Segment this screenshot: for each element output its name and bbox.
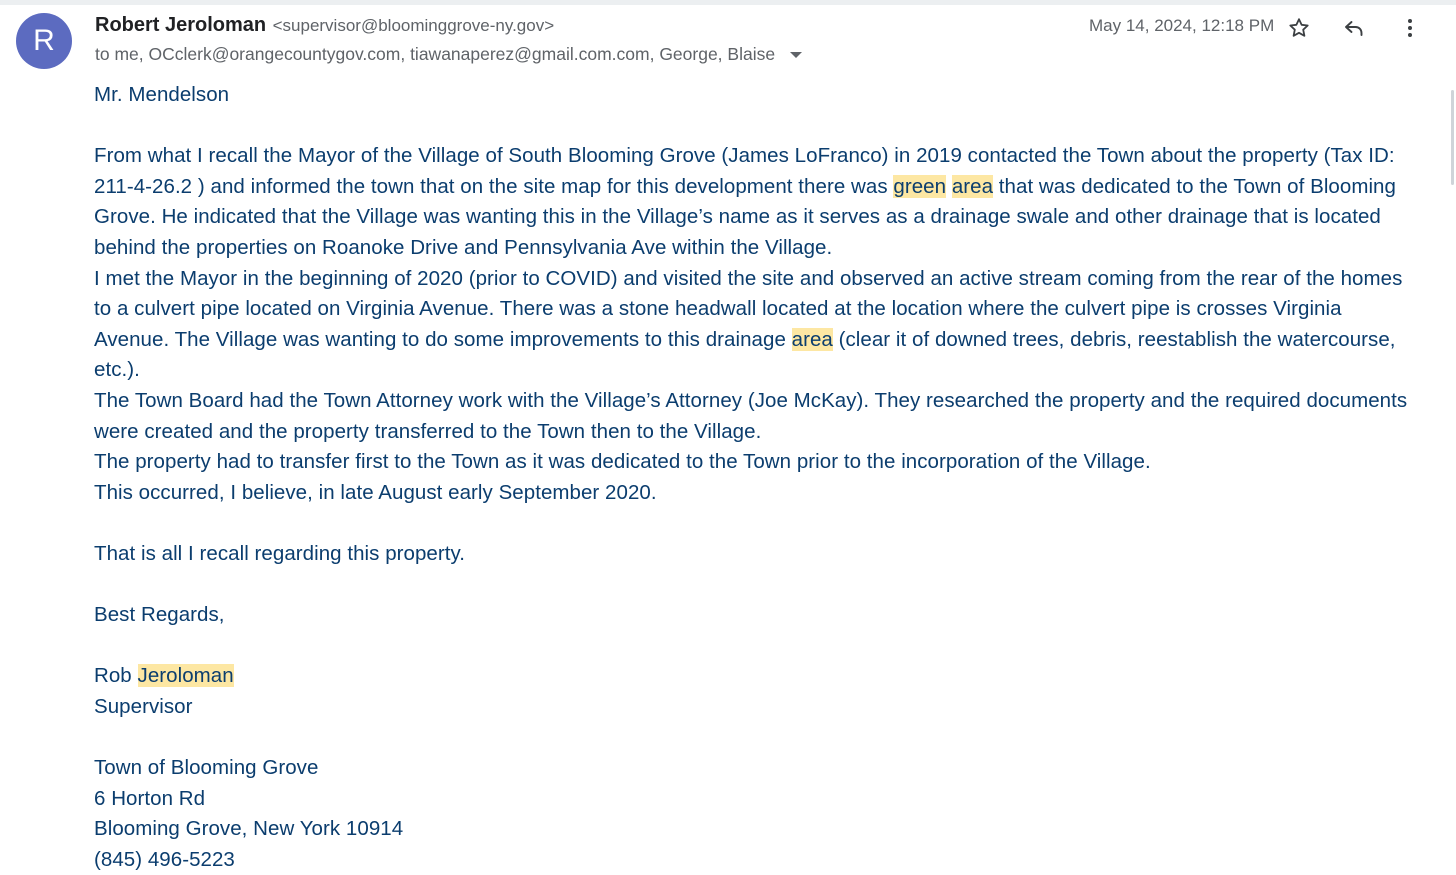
- reply-icon: [1342, 16, 1366, 40]
- p2-text-a: I met the Mayor in the beginning of 2020 (prior to COVID) and visited the site and observed an active stream coming from the rear of the homes to a culvert pipe located on Virginia Avenue. There was a stone headwall located at the location where the culvert pipe is crosses Virginia Avenue. The Village was wanting to do some improvements to this drainage: [94, 266, 1403, 351]
- star-icon: [1287, 16, 1311, 40]
- top-divider: [0, 0, 1456, 5]
- highlight-area: area: [951, 174, 994, 198]
- scrollbar-thumb[interactable]: [1451, 90, 1454, 185]
- paragraph-1: [94, 141, 1419, 263]
- paragraph-4: The property had to transfer first to the Town as it was dedicated to the Town prior to the incorporation of the Village.: [94, 450, 1151, 474]
- recipients-text: to me, OCclerk@orangecountygov.com, tiawanaperez@gmail.com.com, George, Blaise: [95, 44, 776, 64]
- highlight-jeroloman: Jeroloman: [137, 664, 234, 688]
- p1-text-a: From what I recall the Mayor of the Village of South Blooming Grove (James LoFranco) in 2019 contacted the Town about the property (Tax ID: 211-4-26.2 ) and informed the town that on the site map for this development there was: [94, 144, 1395, 198]
- paragraph-3: The Town Board had the Town Attorney work with the Village’s Attorney (Joe McKay). They researched the property and the required documents were created and the property transferred to the Town then to the Village.: [94, 388, 1408, 443]
- address-line-2: Blooming Grove, New York 10914: [94, 817, 404, 841]
- address-line-1: 6 Horton Rd: [94, 786, 206, 810]
- signature-title: Supervisor: [94, 694, 193, 718]
- phone-number[interactable]: (845) 496-5223: [94, 847, 235, 871]
- greeting: Mr. Mendelson: [94, 83, 230, 106]
- recipients-line: [95, 44, 802, 65]
- sender-email: <supervisor@bloominggrove-ny.gov>: [272, 16, 555, 35]
- paragraph-2: [94, 264, 1419, 386]
- email-body: [94, 80, 1419, 875]
- paragraph-5: This occurred, I believe, in late August early September 2020.: [94, 480, 657, 504]
- sender-name[interactable]: Robert Jeroloman: [95, 14, 267, 36]
- show-details-icon[interactable]: [790, 52, 802, 58]
- more-vert-icon: [1398, 16, 1422, 40]
- closing-line: That is all I recall regarding this property.: [94, 541, 466, 565]
- highlight-green: green: [893, 174, 947, 198]
- star-button[interactable]: [1283, 12, 1315, 44]
- p1-text-b: that was dedicated to the Town of Blooming Grove. He indicated that the Village was wanting this in the Village’s name as it serves as a drainage swale and other drainage that is located behind the properties on Roanoke Drive and Pennsylvania Ave within the Village.: [94, 174, 1396, 259]
- org-name: Town of Blooming Grove: [94, 756, 319, 780]
- signature-name: [94, 661, 1419, 692]
- regards: Best Regards,: [94, 603, 225, 627]
- reply-button[interactable]: [1338, 12, 1370, 44]
- more-options-button[interactable]: [1394, 12, 1426, 44]
- email-date: May 14, 2024, 12:18 PM: [1089, 16, 1275, 35]
- highlight-area: area: [791, 327, 833, 351]
- sender-line: [95, 14, 554, 37]
- sender-avatar[interactable]: R: [16, 13, 72, 69]
- sig-first: Rob: [94, 664, 138, 688]
- p2-text-b: (clear it of downed trees, debris, reestablish the watercourse, etc.).: [94, 327, 1396, 382]
